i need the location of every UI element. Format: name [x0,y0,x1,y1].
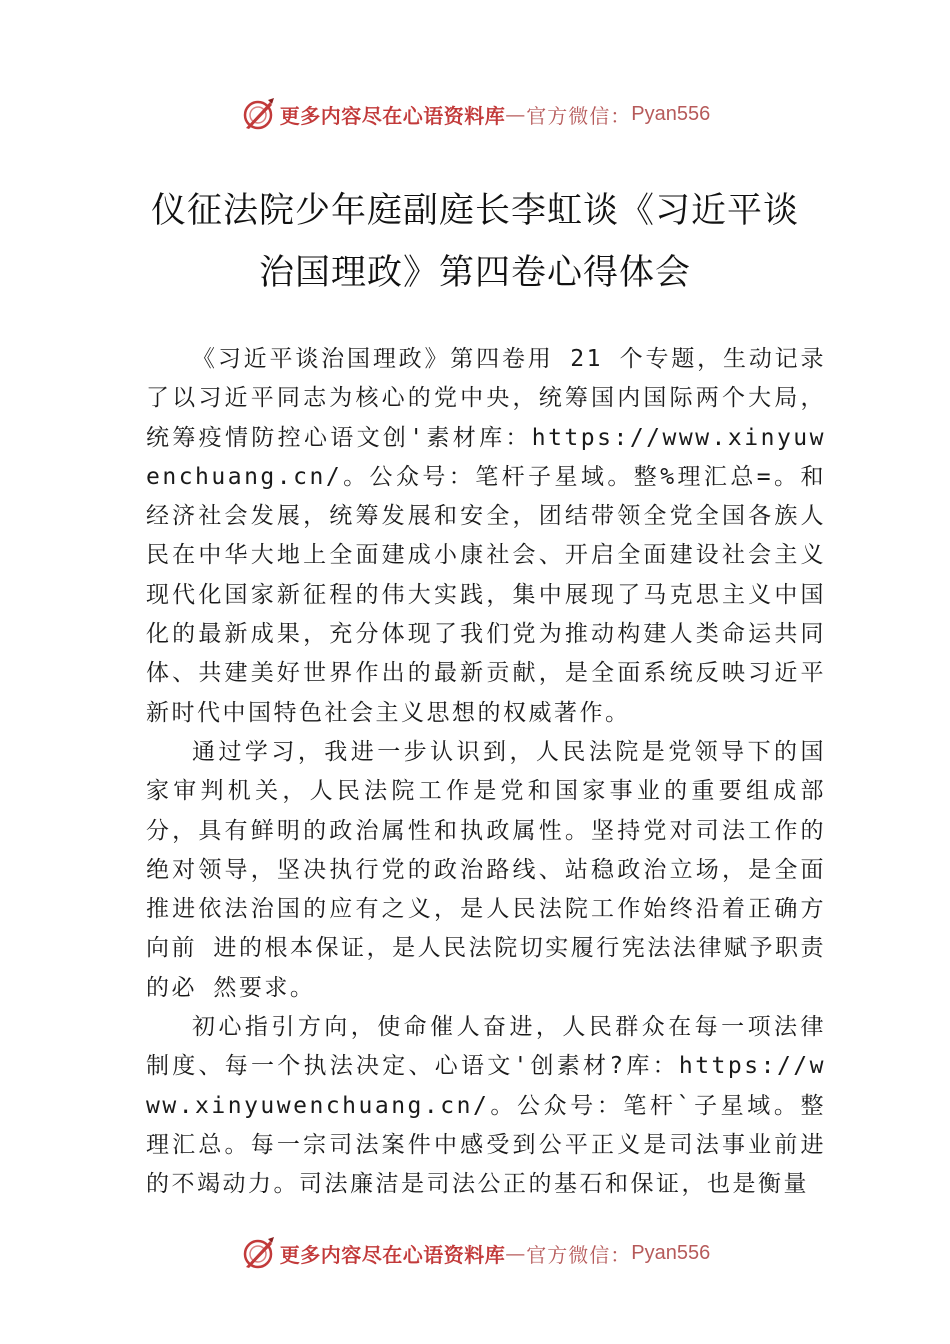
banner-main-text: 更多内容尽在心语资料库 [279,103,506,128]
footer-banner-wechat-id: Pyan556 [631,1241,711,1264]
quill-seal-logo-icon [240,96,276,132]
banner-sub-text: 官方微信： [526,103,632,128]
paragraph-2: 通过学习，我进一步认识到，人民法院是党领导下的国家审判机关，人民法院工作是党和国家事业的重要组成部分，具有鲜明的政治属性和执政属性。坚持党对司法工作的绝对领导，坚决执行党的政治路线、站稳政治立场，是全面推进依法治国的应有之义，是人民法院工作始终沿着正确方向前 进的根本保证，是人民法院切实履行宪法法律赋予职责的必 然要求。 [146,738,826,1001]
document-body [146,340,826,1205]
footer-banner-main-text: 更多内容尽在心语资料库 [279,1242,506,1267]
footer-banner-dash: — [505,1241,527,1265]
header-watermark-banner [0,94,950,134]
title-line-2: 治国理政》第四卷心得体会 [258,253,691,293]
paragraph-1: 《习近平谈治国理政》第四卷用 21 个专题，生动记录了以习近平同志为核心的党中央，统筹国内国际两个大局，统筹疫情防控心语文创'素材库：https://www.xinyuwenchuang.cn/。公众号：笔杆子星域。整%理汇总=。和经济社会发展，统筹发展和安全，团结带领全党全国各族人民在中华大地上全面建成小康社会、开启全面建设社会主义现代化国家新征程的伟大实践，集中展现了马克思主义中国化的最新成果，充分体现了我们党为推动构建人类命运共同体、共建美好世界作出的最新贡献，是全面系统反映习近平新时代中国特色社会主义思想的权威著作。 [146,346,826,726]
footer-banner-sub-text: 官方微信： [526,1242,632,1267]
title-line-1: 仪征法院少年庭副庭长李虹谈《习近平谈 [150,191,799,231]
document-title [100,180,850,304]
paragraph-3: 初心指引方向，使命催人奋进，人民群众在每一项法律制度、每一个执法决定、心语文'创素材?库：https://www.xinyuwenchuang.cn/。公众号：笔杆`子星域。整理汇总。每一宗司法案件中感受到公平正义是司法事业前进的不竭动力。司法廉洁是司法公正的基石和保证，也是衡量 [146,1014,826,1198]
footer-watermark-banner [0,1233,950,1273]
banner-wechat-id: Pyan556 [631,102,711,125]
banner-dash: — [505,102,527,126]
quill-seal-logo-icon [240,1235,276,1271]
